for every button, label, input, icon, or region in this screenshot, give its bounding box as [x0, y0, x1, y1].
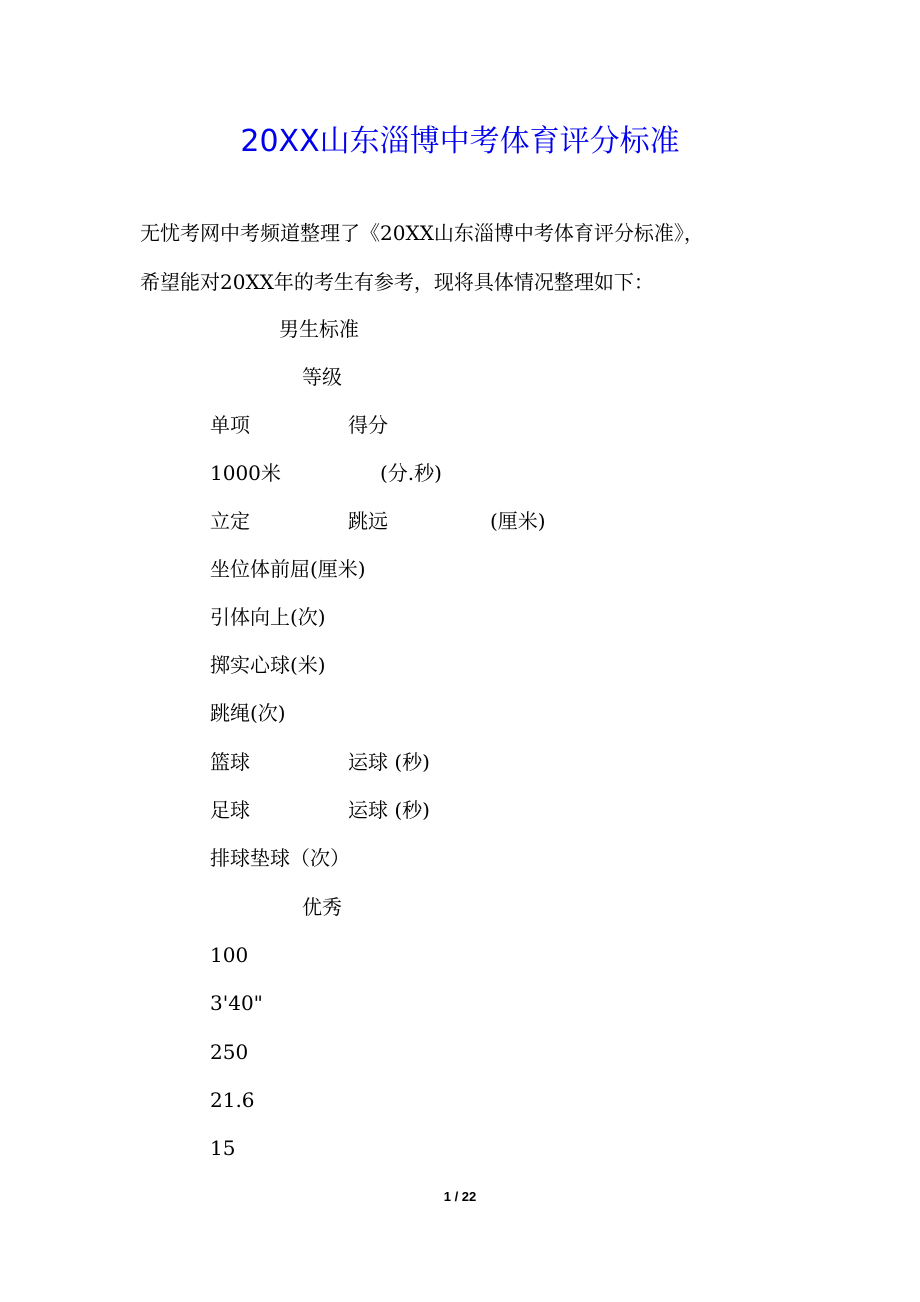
- row-unit: (分.秒): [380, 461, 442, 485]
- row-label: 跳远: [348, 509, 388, 533]
- document-title: 20XX山东淄博中考体育评分标准: [240, 124, 680, 159]
- row-unit: (厘米): [490, 509, 546, 533]
- row-label: 篮球: [210, 750, 250, 774]
- section-heading: 男生标准: [279, 317, 359, 341]
- value: 3'40": [210, 991, 263, 1015]
- page-number: 1 / 22: [443, 1189, 477, 1204]
- value: 15: [210, 1136, 236, 1160]
- row-unit: 运球 (秒): [348, 750, 430, 774]
- row-label: 排球垫球（次）: [210, 846, 350, 870]
- value: 250: [210, 1040, 249, 1064]
- row-label: 坐位体前屈(厘米): [210, 557, 366, 581]
- intro-line: 希望能对20XX年的考生有参考，现将具体情况整理如下：: [140, 270, 654, 294]
- row-label: 单项: [210, 413, 250, 437]
- row-label: 足球: [210, 798, 250, 822]
- value: 21.6: [210, 1088, 255, 1112]
- level-label: 优秀: [302, 895, 342, 919]
- intro-line: 无忧考网中考频道整理了《20XX山东淄博中考体育评分标准》，: [140, 221, 704, 245]
- row-label: 掷实心球(米): [210, 653, 326, 677]
- row-label: 跳绳(次): [210, 701, 286, 725]
- row-label: 得分: [348, 413, 388, 437]
- row-label: 立定: [210, 509, 250, 533]
- value: 100: [210, 943, 249, 967]
- row-label: 1000米: [210, 461, 281, 485]
- row-unit: 运球 (秒): [348, 798, 430, 822]
- row-label: 引体向上(次): [210, 605, 326, 629]
- grade-header: 等级: [302, 365, 342, 389]
